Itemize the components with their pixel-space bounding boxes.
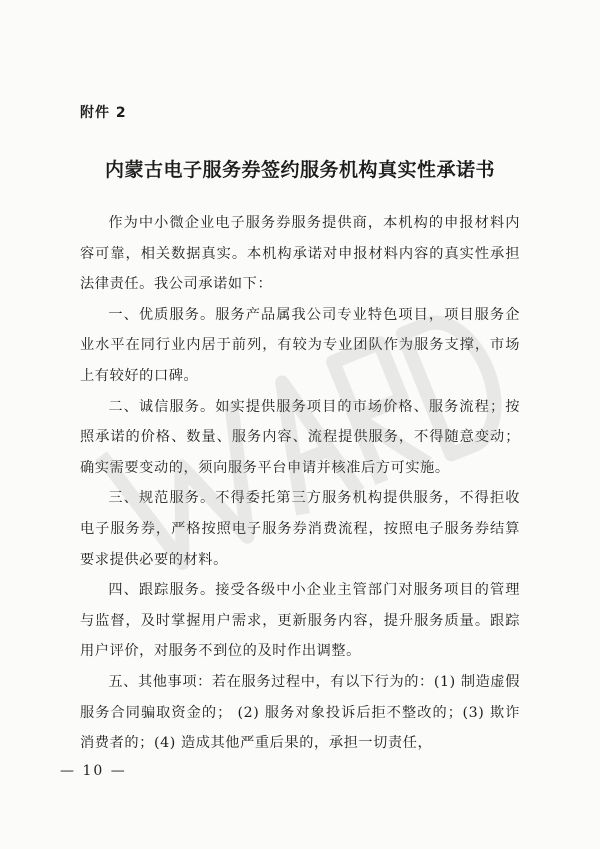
paragraph-other-matters: 五、其他事项：若在服务过程中，有以下行为的：(1) 制造虚假服务合同骗取资金的； (2) 服务对象投诉后拒不整改的；(3) 欺诈消费者的；(4) 造成其他严重后果的，承担一切责任， xyxy=(80,673,520,752)
attachment-label: 附件 2 xyxy=(80,105,127,121)
paragraph-tracking-service: 四、跟踪服务。接受各级中小企业主管部门对服务项目的管理与监督，及时掌握用户需求，更新服务内容，提升服务质量。跟踪用户评价，对服务不到位的及时作出调整。 xyxy=(80,582,520,660)
page-number: — 10 — xyxy=(60,763,127,779)
paragraph-integrity-service: 二、诚信服务。如实提供服务项目的市场价格、服务流程；按照承诺的价格、数量、服务内容、流程提供服务，不得随意变动；确实需要变动的，须向服务平台申请并核准后方可实施。 xyxy=(80,398,520,476)
document-title: 内蒙古电子服务券签约服务机构真实性承诺书 xyxy=(104,159,495,181)
document-body xyxy=(80,208,520,759)
paragraph-intro: 作为中小微企业电子服务券服务提供商，本机构的申报材料内容可靠，相关数据真实。本机构承诺对申报材料内容的真实性承担法律责任。我公司承诺如下： xyxy=(80,215,520,293)
paragraph-standard-service: 三、规范服务。不得委托第三方服务机构提供服务，不得拒收电子服务券，严格按照电子服务券消费流程，按照电子服务券结算要求提供必要的材料。 xyxy=(80,490,520,568)
paragraph-quality-service: 一、优质服务。服务产品属我公司专业特色项目，项目服务企业水平在同行业内居于前列，有较为专业团队作为服务支撑，市场上有较好的口碑。 xyxy=(80,306,520,384)
